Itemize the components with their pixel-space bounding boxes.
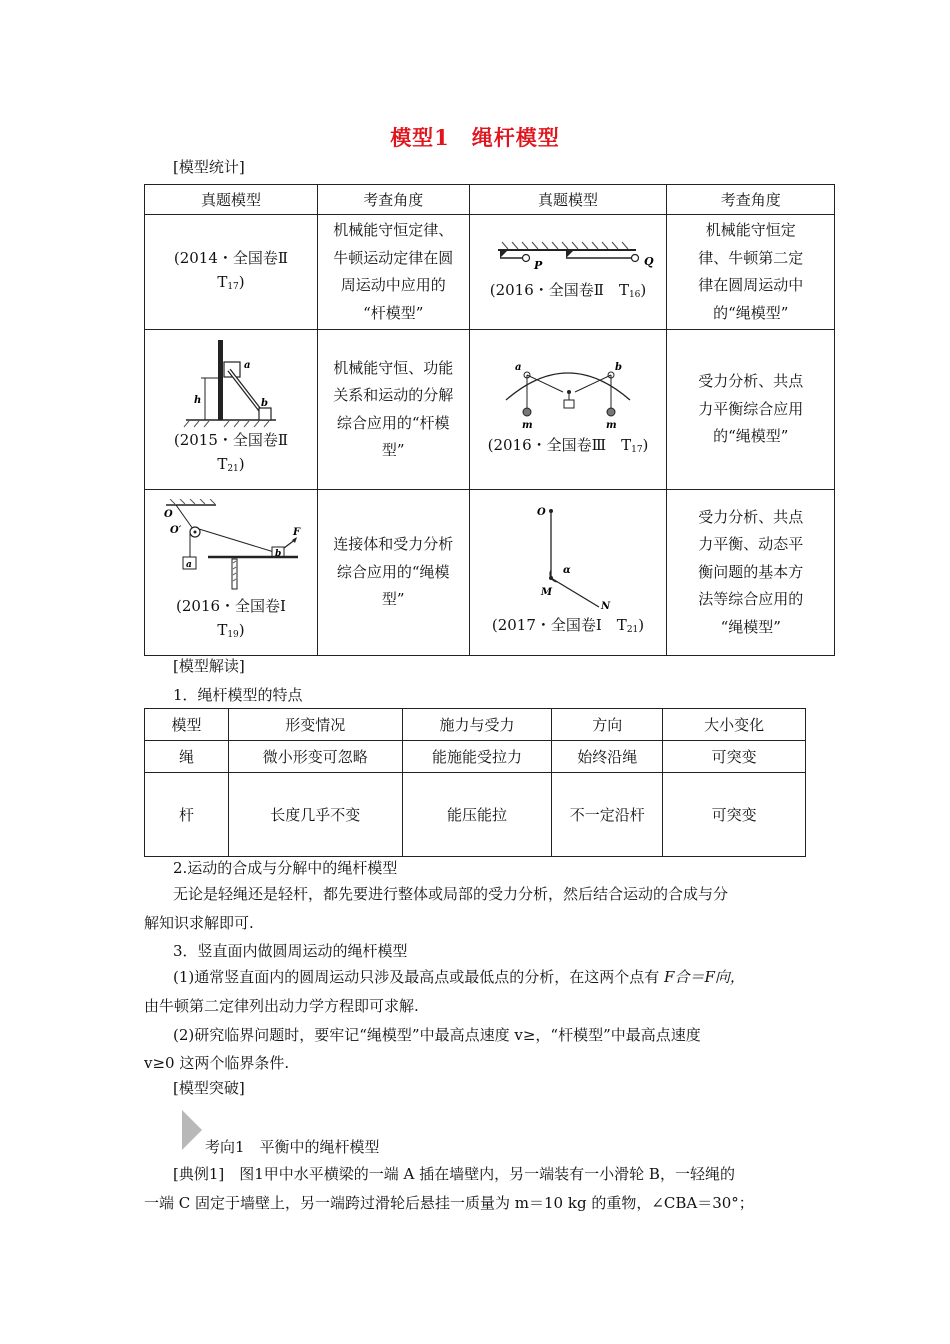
problem-cell (469, 215, 667, 330)
fig-label: P (534, 258, 543, 272)
table-cell: 可突变 (663, 741, 806, 773)
section-read-label: [模型解读] (173, 657, 245, 675)
citation: (2016・全国卷Ⅱ $T_{16}$) (489, 280, 647, 300)
fig-label: N (601, 601, 611, 612)
citation: (2015・全国卷Ⅱ $T_{21}$) (173, 431, 289, 474)
problem-cell (469, 490, 667, 656)
description-cell: 机械能守恒、功能 关系和运动的分解 综合应用的“杆模 型” (317, 330, 469, 490)
paragraph-2-cont: 解知识求解即可. (144, 914, 254, 932)
description-cell: 机械能守恒定律、 牛顿运动定律在圆 周运动中应用的 “杆模型” (317, 215, 469, 330)
header-cell: 模型 (145, 709, 229, 741)
paragraph-3a: (1)通常竖直面内的圆周运动只涉及最高点或最低点的分析，在这两个点有 F合＝F向， (173, 968, 745, 986)
fig-label: Q (644, 254, 654, 268)
header-cell: 大小变化 (663, 709, 806, 741)
page-title: 模型1 绳杆模型 (390, 125, 560, 150)
fig-label: O (537, 507, 546, 518)
paragraph-3a-cont: 由牛顿第二定律列出动力学方程即可求解. (144, 997, 419, 1015)
section-break-label: [模型突破] (173, 1079, 245, 1097)
table-cell: 长度几乎不变 (228, 773, 402, 857)
problem-cell (145, 330, 318, 490)
table-cell: 始终沿绳 (552, 741, 663, 773)
paragraph-3b: (2)研究临界问题时，要牢记“绳模型”中最高点速度 v≥，“杆模型”中最高点速度 (173, 1026, 701, 1044)
fig-label: h (193, 395, 202, 406)
table-header-row (145, 185, 835, 215)
header-cell: 真题模型 (145, 185, 318, 215)
model-stats-table (144, 184, 835, 656)
table-cell: 可突变 (663, 773, 806, 857)
rod-wall-figure (181, 338, 281, 428)
fig-label: M (541, 587, 553, 598)
angle-rope-figure (513, 503, 623, 613)
description-cell: 机械能守恒定 律、牛顿第二定 律在圆周运动中 的“绳模型” (667, 215, 835, 330)
fig-label: F (292, 526, 301, 538)
paragraph-3b-cont: v≥0 这两个临界条件. (144, 1054, 290, 1072)
section-stats-label: [模型统计] (173, 158, 245, 176)
fig-label: α (563, 565, 571, 576)
header-cell: 形变情况 (228, 709, 402, 741)
fig-label: a (185, 559, 192, 570)
rope-ceiling-figure (478, 238, 658, 278)
problem-cell (469, 330, 667, 490)
table-cell: 杆 (145, 773, 229, 857)
citation: (2017・全国卷Ⅰ $T_{21}$) (491, 616, 645, 635)
citation: (2014・全国卷Ⅱ $T_{17}$) (173, 248, 289, 292)
fig-label: b (615, 361, 622, 373)
table-cell: 能压能拉 (402, 773, 552, 857)
description-cell: 受力分析、共点 力平衡综合应用 的“绳模型” (667, 330, 835, 490)
table-cell: 绳 (145, 741, 229, 773)
description-cell: 连接体和受力分析 综合应用的“绳模 型” (317, 490, 469, 656)
table-row (145, 215, 835, 330)
description-cell: 受力分析、共点 力平衡、动态平 衡问题的基本方 法等综合应用的 “绳模型” (667, 490, 835, 656)
table-row (145, 773, 806, 857)
direction-arrow-icon (180, 1108, 204, 1152)
table-row (145, 490, 835, 656)
fig-label: O′ (169, 524, 182, 536)
paragraph-2: 无论是轻绳还是轻杆，都先要进行整体或局部的受力分析，然后结合运动的合成与分 (173, 885, 729, 903)
header-cell: 考查角度 (317, 185, 469, 215)
heading-1: 1．绳杆模型的特点 (173, 686, 303, 704)
header-cell: 真题模型 (469, 185, 667, 215)
fig-label: O (163, 508, 173, 520)
table-row (145, 330, 835, 490)
header-cell: 施力与受力 (402, 709, 552, 741)
fig-label: a (515, 361, 522, 373)
heading-3: 3．竖直面内做圆周运动的绳杆模型 (173, 942, 408, 960)
table-cell: 不一定沿杆 (552, 773, 663, 857)
table-header-row (145, 709, 806, 741)
problem-cell (145, 490, 318, 656)
example-1-line-2: 一端 C 固定于墙壁上，另一端跨过滑轮后悬挂一质量为 m＝10 kg 的重物，∠CBA＝30°； (144, 1194, 754, 1212)
table-row (145, 741, 806, 773)
table-cell: 微小形变可忽略 (228, 741, 402, 773)
fig-label: m (522, 419, 533, 431)
header-cell: 方向 (552, 709, 663, 741)
heading-2: 2.运动的合成与分解中的绳杆模型 (173, 859, 398, 877)
pulley-table-figure (156, 499, 306, 594)
table-cell: 能施能受拉力 (402, 741, 552, 773)
fig-label: m (606, 419, 617, 431)
arc-rope-figure (503, 358, 633, 433)
citation: (2016・全国卷Ⅲ $T_{17}$) (487, 435, 649, 455)
features-table (144, 708, 806, 857)
example-1-line-1: [典例1] 图1甲中水平横梁的一端 A 插在墙壁内，另一端装有一小滑轮 B，一轻绳的 (173, 1165, 735, 1183)
direction-title: 考向1 平衡中的绳杆模型 (205, 1138, 380, 1156)
fig-label: b (260, 398, 268, 409)
fig-label: b (274, 548, 282, 559)
header-cell: 考查角度 (667, 185, 835, 215)
citation: (2016・全国卷Ⅰ $T_{19}$) (176, 596, 286, 640)
fig-label: a (243, 360, 251, 371)
problem-cell (145, 215, 318, 330)
